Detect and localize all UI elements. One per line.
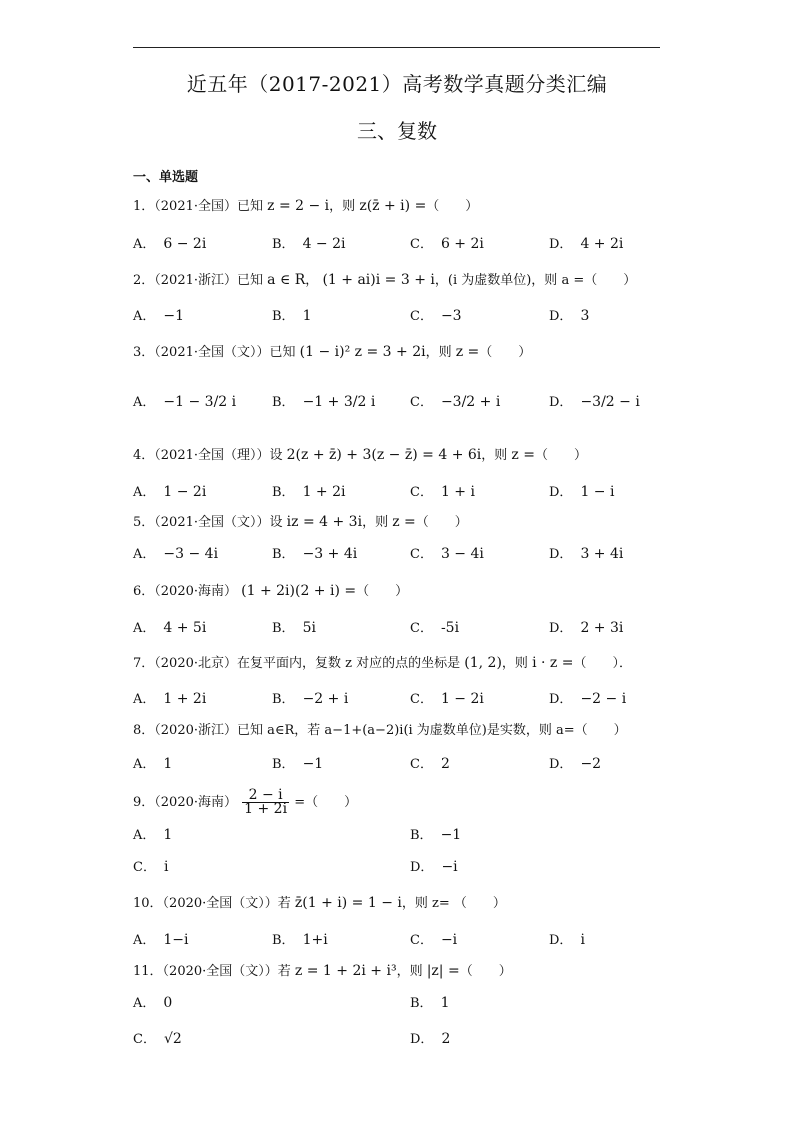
header-rule — [133, 47, 660, 48]
q9-option-d[interactable]: D． −i — [410, 859, 458, 875]
question-7: 7．（2020·北京）在复平面内，复数 z 对应的点的坐标是 (1, 2)，则 i · z =（ ）． — [133, 655, 632, 671]
q4-option-b[interactable]: B． 1 + 2i — [272, 484, 346, 500]
q4-option-d[interactable]: D． 1 − i — [549, 484, 615, 500]
q3-option-a[interactable]: A． −1 − 3/2 i — [133, 394, 237, 410]
q5-option-b[interactable]: B． −3 + 4i — [272, 546, 358, 562]
q6-option-d[interactable]: D． 2 + 3i — [549, 620, 624, 636]
q10-option-b[interactable]: B． 1+i — [272, 932, 328, 948]
question-8: 8．（2020·浙江）已知 a∈R，若 a−1+(a−2)i(i 为虚数单位)是实数，则 a=（ ） — [133, 723, 627, 738]
q8-option-c[interactable]: C． 2 — [410, 756, 450, 772]
q10-option-a[interactable]: A． 1−i — [133, 932, 189, 948]
q4-option-c[interactable]: C． 1 + i — [410, 484, 475, 500]
question-3: 3．（2021·全国（文））已知 (1 − i)² z = 3 + 2i，则 z =（ ） — [133, 344, 532, 360]
q11-option-c[interactable]: C． √2 — [133, 1031, 182, 1047]
question-2: 2．（2021·浙江）已知 a ∈ R， (1 + ai)i = 3 + i，(i 为虚数单位)，则 a =（ ） — [133, 272, 637, 288]
question-11: 11．（2020·全国（文））若 z = 1 + 2i + i³，则 |z| =（ ） — [133, 963, 512, 979]
page-title: 近五年（2017-2021）高考数学真题分类汇编 — [186, 72, 608, 96]
q7-option-b[interactable]: B． −2 + i — [272, 691, 349, 707]
q8-option-a[interactable]: A． 1 — [133, 756, 173, 772]
q2-option-b[interactable]: B． 1 — [272, 308, 312, 324]
q2-option-a[interactable]: A． −1 — [133, 308, 185, 324]
q3-option-b[interactable]: B． −1 + 3/2 i — [272, 394, 376, 410]
q11-option-b[interactable]: B． 1 — [410, 995, 450, 1011]
q6-option-c[interactable]: C． -5i — [410, 620, 460, 636]
question-10: 10．（2020·全国（文））若 z̄(1 + i) = 1 − i，则 z= （ ） — [133, 895, 506, 911]
q7-option-a[interactable]: A． 1 + 2i — [133, 691, 207, 707]
q7-option-c[interactable]: C． 1 − 2i — [410, 691, 484, 707]
q4-option-a[interactable]: A． 1 − 2i — [133, 484, 207, 500]
q5-option-c[interactable]: C． 3 − 4i — [410, 546, 484, 562]
fraction: $\frac{2 - i}{1 + 2i}$ — [244, 787, 288, 817]
q3-option-c[interactable]: C． −3/2 + i — [410, 394, 501, 410]
q9-option-c[interactable]: C． i — [133, 859, 169, 875]
q6-option-b[interactable]: B． 5i — [272, 620, 316, 636]
q8-option-d[interactable]: D． −2 — [549, 756, 602, 772]
q11-option-d[interactable]: D． 2 — [410, 1031, 451, 1047]
q3-option-d[interactable]: D． −3/2 − i — [549, 394, 640, 410]
question-6: 6．（2020·海南） (1 + 2i)(2 + i) =（ ） — [133, 583, 409, 599]
question-9: 9．（2020·海南） $\frac{2 - i}{1 + 2i}$ =（ ） — [133, 787, 358, 817]
q9-option-a[interactable]: A． 1 — [133, 827, 173, 843]
q11-option-a[interactable]: A． 0 — [133, 995, 173, 1011]
question-5: 5．（2021·全国（文））设 iz = 4 + 3i，则 z =（ ） — [133, 514, 468, 530]
page-subtitle: 三、复数 — [357, 119, 437, 143]
question-4: 4．（2021·全国（理））设 2(z + z̄) + 3(z − z̄) = 4 + 6i，则 z =（ ） — [133, 447, 587, 463]
q8-option-b[interactable]: B． −1 — [272, 756, 324, 772]
q9-option-b[interactable]: B． −1 — [410, 827, 462, 843]
question-1: 1．（2021·全国）已知 z = 2 − i，则 z(z̄ + i) =（ ） — [133, 198, 479, 214]
q7-option-d[interactable]: D． −2 − i — [549, 691, 627, 707]
q1-option-b[interactable]: B． 4 − 2i — [272, 236, 346, 252]
q6-option-a[interactable]: A． 4 + 5i — [133, 620, 207, 636]
q2-option-c[interactable]: C． −3 — [410, 308, 462, 324]
q5-option-a[interactable]: A． −3 − 4i — [133, 546, 219, 562]
q2-option-d[interactable]: D． 3 — [549, 308, 590, 324]
q1-option-a[interactable]: A． 6 − 2i — [133, 236, 207, 252]
q10-option-c[interactable]: C． −i — [410, 932, 458, 948]
q1-option-d[interactable]: D． 4 + 2i — [549, 236, 624, 252]
q5-option-d[interactable]: D． 3 + 4i — [549, 546, 624, 562]
section-heading: 一、单选题 — [133, 170, 199, 185]
q10-option-d[interactable]: D． i — [549, 932, 585, 948]
q1-option-c[interactable]: C． 6 + 2i — [410, 236, 484, 252]
